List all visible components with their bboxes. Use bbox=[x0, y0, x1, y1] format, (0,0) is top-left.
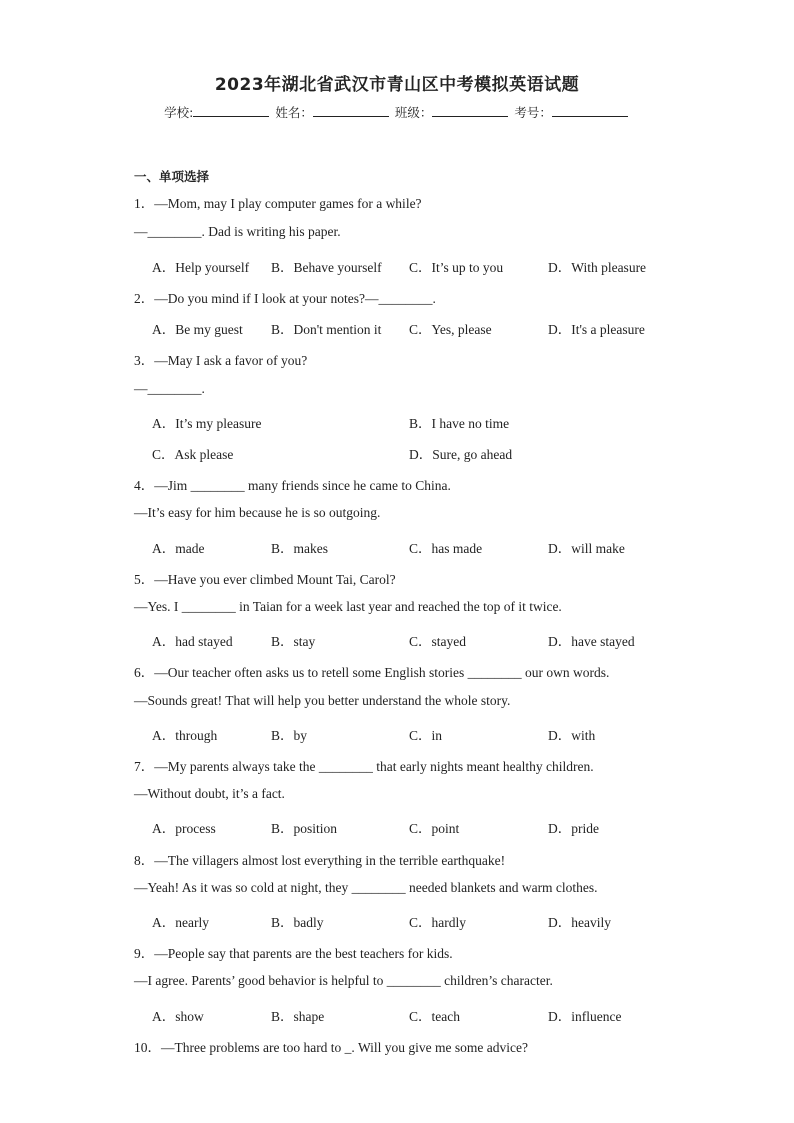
question-9-option-b[interactable]: B．shape bbox=[271, 1009, 325, 1024]
question-3-option-b[interactable]: B．I have no time bbox=[409, 416, 510, 431]
question-3-line-1: 3．—May I ask a favor of you? bbox=[134, 353, 308, 368]
question-9-option-a[interactable]: A．show bbox=[152, 1009, 204, 1024]
exam-no-label: 考号： bbox=[514, 105, 552, 120]
question-4-option-d[interactable]: D．will make bbox=[548, 541, 625, 556]
question-3-line-2: —________. bbox=[134, 381, 205, 396]
question-4-line-2: —It’s easy for him because he is so outgoing. bbox=[134, 505, 381, 520]
question-1-option-a[interactable]: A．Help yourself bbox=[152, 260, 250, 275]
question-8-option-c[interactable]: C．hardly bbox=[409, 915, 466, 930]
question-4-option-c[interactable]: C．has made bbox=[409, 541, 483, 556]
question-8-option-a[interactable]: A．nearly bbox=[152, 915, 209, 930]
school-label: 学校: bbox=[164, 105, 194, 120]
question-5-option-a[interactable]: A．had stayed bbox=[152, 634, 233, 649]
question-2-option-a[interactable]: A．Be my guest bbox=[152, 322, 243, 337]
question-9-option-d[interactable]: D．influence bbox=[548, 1009, 622, 1024]
question-1-option-d[interactable]: D．With pleasure bbox=[548, 260, 647, 275]
name-blank[interactable] bbox=[313, 104, 389, 117]
question-10-line-1: 10．—Three problems are too hard to _. Will you give me some advice? bbox=[134, 1040, 528, 1055]
question-6-option-a[interactable]: A．through bbox=[152, 728, 218, 743]
question-2-option-b[interactable]: B．Don't mention it bbox=[271, 322, 382, 337]
question-8-option-b[interactable]: B．badly bbox=[271, 915, 324, 930]
question-2-option-d[interactable]: D．It's a pleasure bbox=[548, 322, 645, 337]
class-label: 班级： bbox=[394, 105, 433, 120]
school-blank[interactable] bbox=[193, 104, 269, 117]
question-4-line-1: 4．—Jim ________ many friends since he came to China. bbox=[134, 478, 451, 493]
page-title: 2023年湖北省武汉市青山区中考模拟英语试题 bbox=[214, 75, 580, 95]
question-7-option-c[interactable]: C．point bbox=[409, 821, 460, 836]
question-4-option-a[interactable]: A．made bbox=[152, 541, 205, 556]
question-7-line-2: —Without doubt, it’s a fact. bbox=[134, 786, 285, 801]
question-6-line-2: —Sounds great! That will help you better understand the whole story. bbox=[134, 693, 511, 708]
question-5-line-1: 5．—Have you ever climbed Mount Tai, Carol? bbox=[134, 572, 396, 587]
name-label: 姓名： bbox=[275, 105, 313, 120]
class-blank[interactable] bbox=[432, 104, 508, 117]
question-3-option-c[interactable]: C．Ask please bbox=[152, 447, 234, 462]
question-8-line-1: 8．—The villagers almost lost everything in the terrible earthquake! bbox=[134, 853, 506, 868]
question-1-line-2: —________. Dad is writing his paper. bbox=[134, 224, 341, 239]
question-1-line-1: 1．—Mom, may I play computer games for a while? bbox=[134, 196, 422, 211]
question-3-option-d[interactable]: D．Sure, go ahead bbox=[409, 447, 513, 462]
question-9-line-2: —I agree. Parents’ good behavior is helpful to ________ children’s character. bbox=[134, 973, 553, 988]
question-7-option-a[interactable]: A．process bbox=[152, 821, 216, 836]
question-6-line-1: 6．—Our teacher often asks us to retell some English stories ________ our own words. bbox=[134, 665, 610, 680]
question-3-option-a[interactable]: A．It’s my pleasure bbox=[152, 416, 262, 431]
question-1-option-b[interactable]: B．Behave yourself bbox=[271, 260, 382, 275]
question-5-line-2: —Yes. I ________ in Taian for a week last year and reached the top of it twice. bbox=[134, 599, 562, 614]
question-5-option-b[interactable]: B．stay bbox=[271, 634, 316, 649]
question-5-option-c[interactable]: C．stayed bbox=[409, 634, 466, 649]
question-7-option-b[interactable]: B．position bbox=[271, 821, 338, 836]
question-2-line-1: 2．—Do you mind if I look at your notes?—________. bbox=[134, 291, 436, 306]
question-2-option-c[interactable]: C．Yes, please bbox=[409, 322, 492, 337]
question-6-option-d[interactable]: D．with bbox=[548, 728, 596, 743]
question-5-option-d[interactable]: D．have stayed bbox=[548, 634, 635, 649]
question-8-line-2: —Yeah! As it was so cold at night, they ________ needed blankets and warm clothes. bbox=[134, 880, 598, 895]
question-7-line-1: 7．—My parents always take the ________ that early nights meant healthy children. bbox=[134, 759, 594, 774]
question-9-option-c[interactable]: C．teach bbox=[409, 1009, 460, 1024]
question-8-option-d[interactable]: D．heavily bbox=[548, 915, 611, 930]
exam-no-blank[interactable] bbox=[552, 104, 628, 117]
question-4-option-b[interactable]: B．makes bbox=[271, 541, 328, 556]
question-7-option-d[interactable]: D．pride bbox=[548, 821, 599, 836]
question-6-option-c[interactable]: C．in bbox=[409, 728, 443, 743]
question-6-option-b[interactable]: B．by bbox=[271, 728, 308, 743]
question-9-line-1: 9．—People say that parents are the best teachers for kids. bbox=[134, 946, 453, 961]
student-info-row bbox=[0, 103, 794, 121]
section-heading: 一、单项选择 bbox=[134, 169, 210, 184]
question-1-option-c[interactable]: C．It’s up to you bbox=[409, 260, 504, 275]
